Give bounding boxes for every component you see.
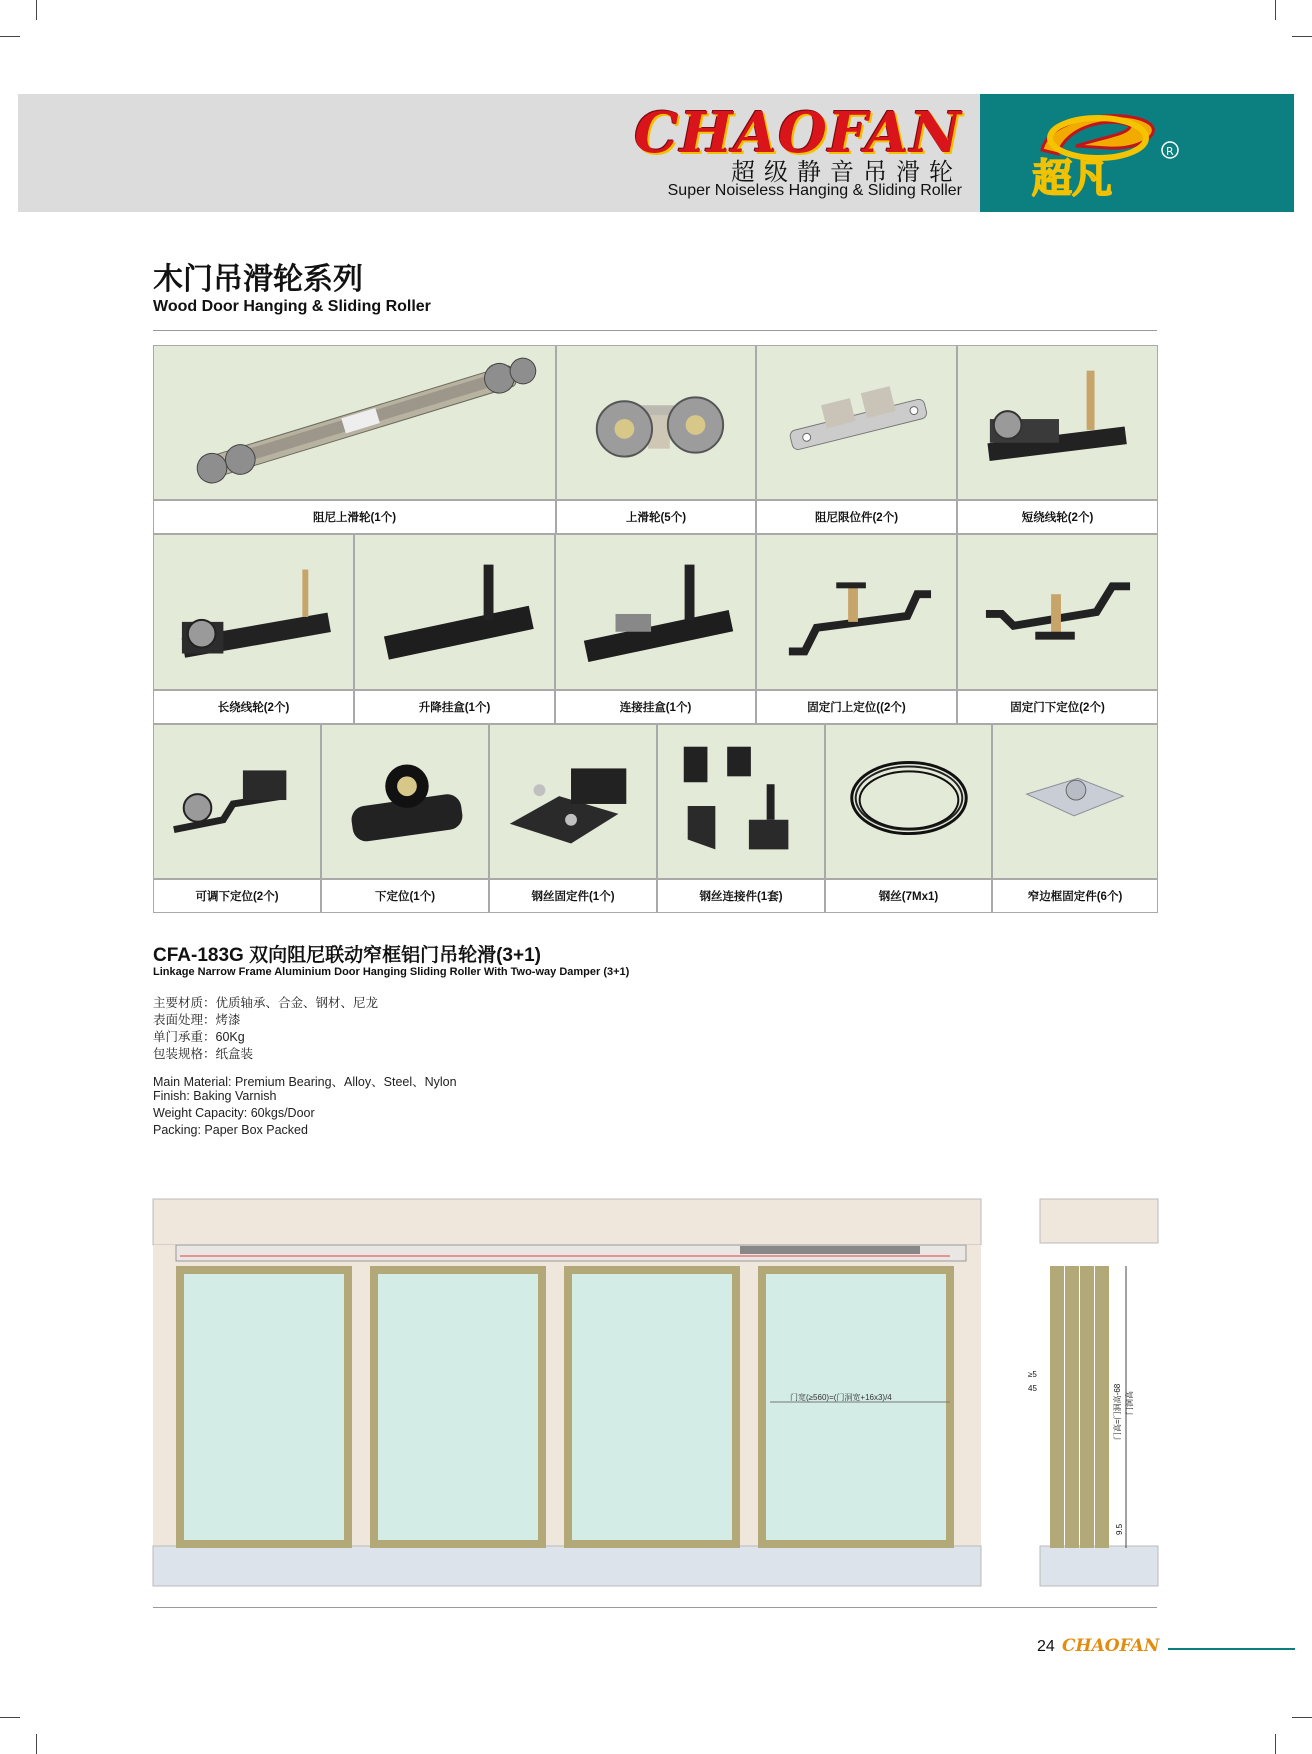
spec-cn-line: 包装规格：纸盒装 xyxy=(153,1047,254,1061)
crop-mark xyxy=(1292,1717,1312,1718)
part-label: 长绕线轮(2个) xyxy=(153,690,354,724)
dim-9-5: 9.5 xyxy=(1115,1523,1124,1535)
part-image-wire-fixer xyxy=(489,724,657,879)
part-image-fixed-bottom-locator xyxy=(957,534,1158,690)
crop-mark xyxy=(0,1717,20,1718)
part-label: 窄边框固定件(6个) xyxy=(992,879,1158,913)
part-label: 阻尼上滑轮(1个) xyxy=(153,500,556,534)
part-label: 固定门上定位((2个) xyxy=(756,690,957,724)
part-label: 固定门下定位(2个) xyxy=(957,690,1158,724)
footer-brand: CHAOFAN xyxy=(1062,1636,1160,1656)
part-image-top-roller xyxy=(556,345,756,500)
part-image-damper-top-roller xyxy=(153,345,556,500)
part-label: 上滑轮(5个) xyxy=(556,500,756,534)
crop-mark xyxy=(36,1734,37,1754)
crop-mark xyxy=(1292,36,1312,37)
brand-cn: 超级静音吊滑轮 xyxy=(731,159,962,186)
crop-mark xyxy=(0,36,20,37)
part-image-short-reel xyxy=(957,345,1158,500)
top-track xyxy=(740,1246,920,1254)
part-label: 升降挂盒(1个) xyxy=(354,690,555,724)
side-elevation-drawing xyxy=(1038,1196,1160,1592)
part-label: 可调下定位(2个) xyxy=(153,879,321,913)
part-image-long-reel xyxy=(153,534,354,690)
part-image-wire-connector xyxy=(657,724,825,879)
part-image-lift-box xyxy=(354,534,555,690)
crop-mark xyxy=(1275,1734,1276,1754)
spec-en-line: Weight Capacity: 60kgs/Door xyxy=(153,1106,315,1120)
chaofan-logo-icon xyxy=(980,94,1294,212)
spec-en-line: Packing: Paper Box Packed xyxy=(153,1123,308,1137)
part-label: 阻尼限位件(2个) xyxy=(756,500,957,534)
dim-ge5: ≥5 xyxy=(1028,1370,1037,1379)
header-logo-panel xyxy=(980,94,1294,212)
crop-mark xyxy=(36,0,37,20)
dim-45: 45 xyxy=(1028,1384,1037,1393)
footer-accent-line xyxy=(1168,1648,1295,1650)
logo-text: 超凡 xyxy=(1032,156,1112,202)
part-image-adjustable-bottom-locator xyxy=(153,724,321,879)
width-formula: 门宽(≥560)=(门洞宽+16x3)/4 xyxy=(790,1393,892,1402)
footer-divider xyxy=(153,1607,1157,1608)
part-label: 钢丝(7Mx1) xyxy=(825,879,992,913)
section-title-cn: 木门吊滑轮系列 xyxy=(153,263,363,296)
product-subtitle: Linkage Narrow Frame Aluminium Door Hanging Sliding Roller With Two-way Damper (3+1) xyxy=(153,966,630,978)
spec-cn-line: 主要材质：优质轴承、合金、钢材、尼龙 xyxy=(153,996,379,1010)
spec-en-line: Main Material: Premium Bearing、Alloy、Steel、Nylon xyxy=(153,1075,457,1089)
part-label: 连接挂盒(1个) xyxy=(555,690,756,724)
svg-text:R: R xyxy=(1166,145,1174,158)
part-label: 下定位(1个) xyxy=(321,879,489,913)
spec-en-line: Finish: Baking Varnish xyxy=(153,1089,277,1103)
part-image-fixed-top-locator xyxy=(756,534,957,690)
part-image-steel-wire xyxy=(825,724,992,879)
section-title-en: Wood Door Hanging & Sliding Roller xyxy=(153,298,431,315)
brand-tagline: Super Noiseless Hanging & Sliding Roller xyxy=(667,182,962,199)
opening-height: 门洞高 xyxy=(1125,1391,1134,1415)
part-image-bottom-locator xyxy=(321,724,489,879)
part-image-connecting-box xyxy=(555,534,756,690)
brand-name: CHAOFAN xyxy=(634,100,962,166)
part-label: 钢丝固定件(1个) xyxy=(489,879,657,913)
page-number: 24 xyxy=(1037,1638,1055,1655)
product-title: CFA-183G 双向阻尼联动窄框铝门吊轮滑(3+1) xyxy=(153,945,541,966)
spec-cn-line: 表面处理：烤漆 xyxy=(153,1013,241,1027)
crop-mark xyxy=(1275,0,1276,20)
part-image-narrow-frame-fixer xyxy=(992,724,1158,879)
divider xyxy=(153,330,1157,331)
spec-cn-line: 单门承重：60Kg xyxy=(153,1030,245,1044)
part-label: 短绕线轮(2个) xyxy=(957,500,1158,534)
part-label: 钢丝连接件(1套) xyxy=(657,879,825,913)
part-image-damper-stop xyxy=(756,345,957,500)
height-formula: 门高=门洞高-68 xyxy=(1113,1383,1122,1440)
